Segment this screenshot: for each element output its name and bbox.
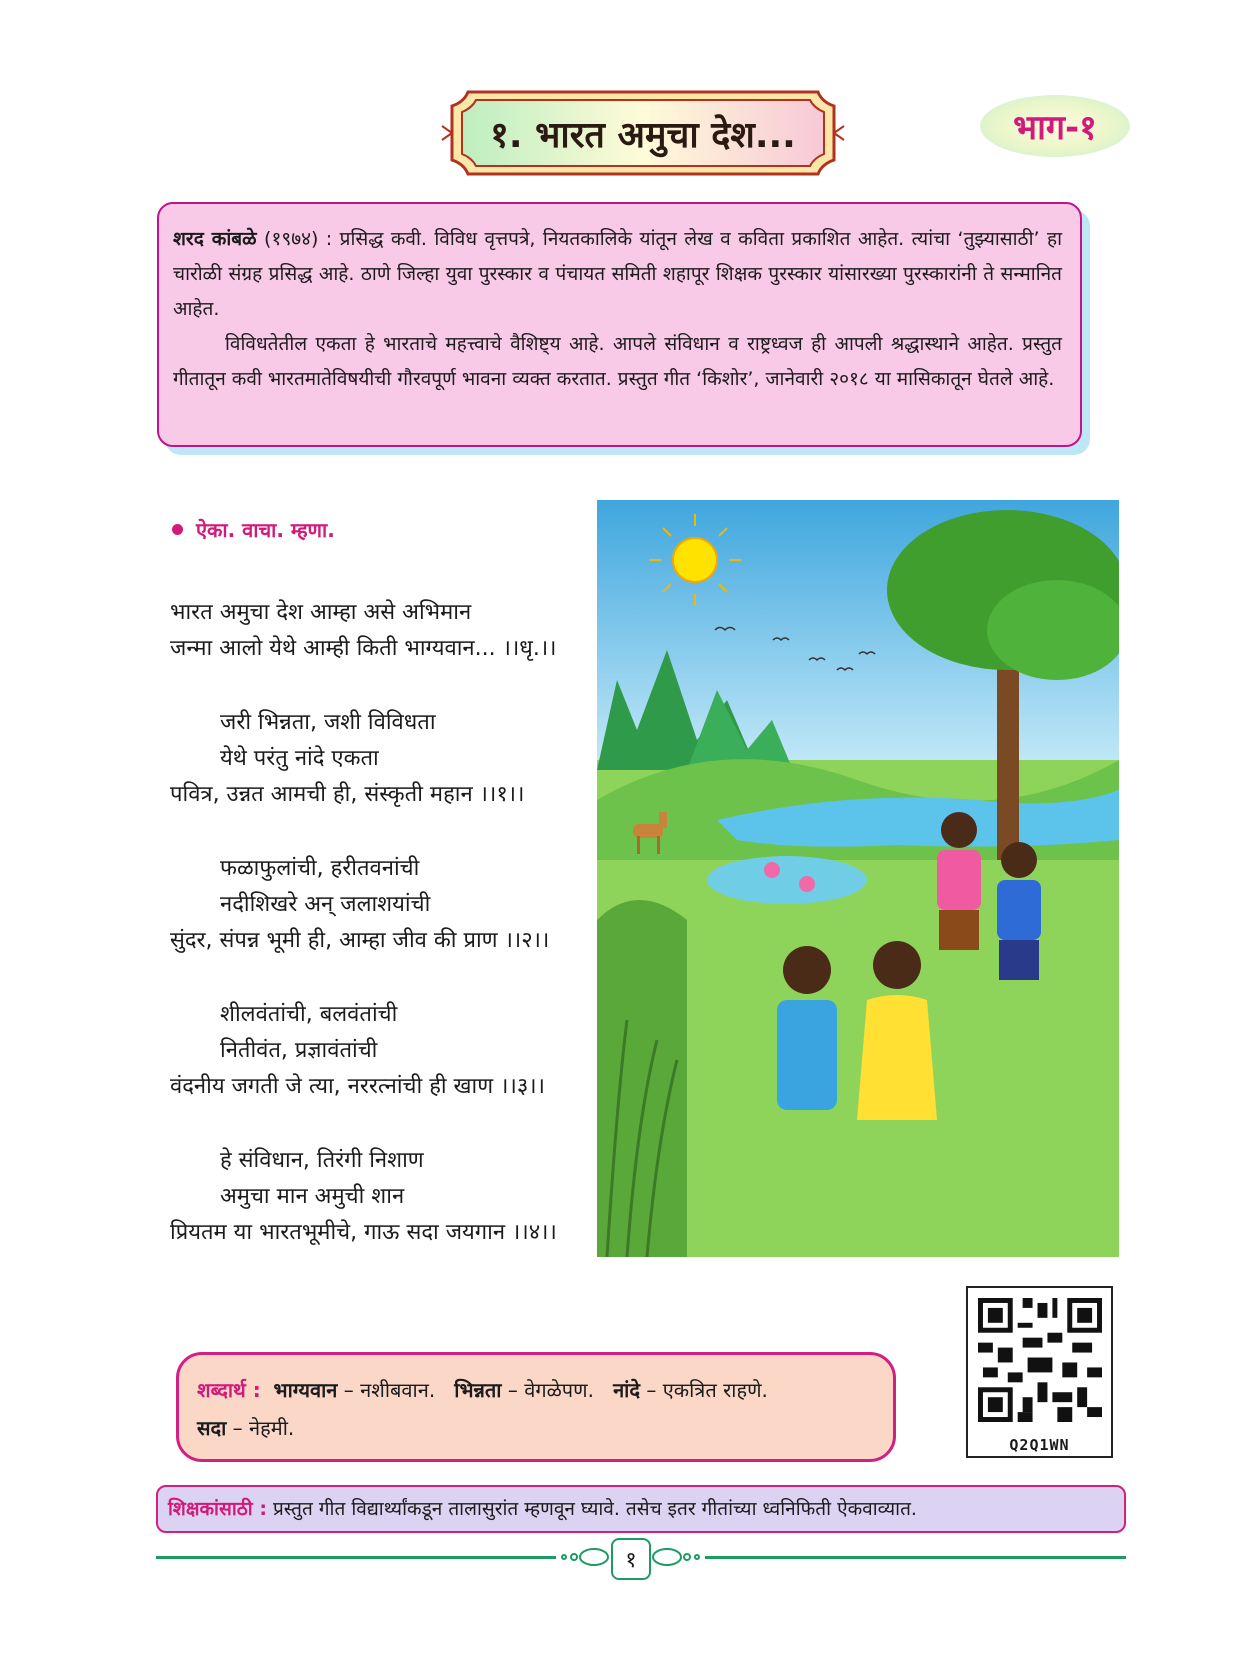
meaning-text: एकत्रित राहणे.: [662, 1378, 768, 1402]
meaning-word: भिन्नता: [454, 1378, 502, 1402]
author-intro-box: [157, 202, 1082, 447]
qr-code-box[interactable]: [966, 1286, 1113, 1458]
meaning-text: नेहमी.: [249, 1416, 295, 1440]
author-bio: (१९७४) : प्रसिद्ध कवी. विविध वृत्तपत्रे, नियतकालिके यांतून लेख व कविता प्रकाशित आहेत. त्यांचा ‘तुझ्यासाठी’ हा चारोळी संग्रह प्रसिद्ध आहे. ठाणे जिल्हा युवा पुरस्कार व पंचायत समिती शहापूर शिक्षक पुरस्कार यांसारख्या पुरस्कारांनी ते सन्मानित आहेत.: [173, 228, 1062, 320]
author-name: शरद कांबळे: [173, 228, 257, 250]
part-badge: भाग-१: [980, 95, 1130, 157]
landscape-illustration: [597, 500, 1119, 1257]
meaning-word: सदा: [197, 1416, 227, 1440]
ornament-right-icon: [649, 1546, 705, 1568]
ornament-left-icon: [556, 1546, 612, 1568]
meaning-text: नशीबवान.: [360, 1378, 436, 1402]
poem-line: नितीवंत, प्रज्ञावंतांची: [220, 1038, 378, 1063]
teacher-note-box: [156, 1485, 1126, 1533]
chapter-title-banner: [438, 88, 848, 178]
meaning-word: नांदे: [613, 1378, 640, 1402]
bullet-icon: [172, 524, 183, 535]
poem-intro-paragraph: विविधतेतील एकता हे भारताचे महत्त्वाचे वैशिष्ट्य आहे. आपले संविधान व राष्ट्रध्वज ही आपली श्रद्धास्थाने आहेत. प्रस्तुत गीतातून कवी भारतमातेविषयीची गौरवपूर्ण भावना व्यक्त करतात. प्रस्तुत गीत ‘किशोर’, जानेवारी २०१८ या मासिकातून घेतले आहे.: [173, 333, 1062, 390]
poem-line: वंदनीय जगती जे त्या, नररत्नांची ही खाण ।।३।।: [170, 1074, 545, 1099]
poem-line: फळाफुलांची, हरीतवनांची: [220, 856, 420, 881]
poem-line: शीलवंतांची, बलवंतांची: [220, 1002, 398, 1027]
activity-label: ऐका. वाचा. म्हणा.: [196, 518, 335, 542]
poem-line: हे संविधान, तिरंगी निशाण: [220, 1148, 424, 1173]
poem-line: नदीशिखरे अन् जलाशयांची: [220, 892, 431, 917]
poem-line: जन्मा आलो येथे आम्ही किती भाग्यवान... ।।धृ.।।: [170, 636, 557, 661]
poem-line: जरी भिन्नता, जशी विविधता: [220, 710, 436, 735]
word-meanings-box: शब्दार्थ : भाग्यवान – नशीबवान. भिन्नता – वेगळेपण. नांदे – एकत्रित राहणे. सदा – नेहमी.: [176, 1352, 896, 1462]
poem-line: प्रियतम या भारतभूमीचे, गाऊ सदा जयगान ।।४।।: [170, 1220, 557, 1245]
qr-code-label: Q2Q1WN: [1009, 1436, 1070, 1454]
poem-line: येथे परंतु नांदे एकता: [220, 746, 379, 771]
qr-code-icon[interactable]: [978, 1298, 1102, 1422]
poem-line: अमुचा मान अमुची शान: [220, 1184, 405, 1209]
meanings-heading: शब्दार्थ :: [197, 1378, 261, 1402]
pond: [707, 856, 867, 904]
meaning-word: भाग्यवान: [273, 1378, 338, 1402]
teacher-note-heading: शिक्षकांसाठी :: [168, 1498, 267, 1520]
poem-line: पवित्र, उन्नत आमची ही, संस्कृती महान ।।१।।: [170, 782, 525, 807]
poem-line: सुंदर, संपन्न भूमी ही, आम्हा जीव की प्राण ।।२।।: [170, 928, 550, 953]
meaning-text: वेगळेपण.: [524, 1378, 594, 1402]
author-paragraph: [173, 222, 1062, 327]
poem-line: भारत अमुचा देश आम्हा असे अभिमान: [170, 600, 472, 625]
teacher-note-text: प्रस्तुत गीत विद्यार्थ्यांकडून तालासुरांत म्हणवून घ्यावे. तसेच इतर गीतांच्या ध्वनिफिती ऐकवाव्यात.: [266, 1498, 917, 1520]
page-number: १: [611, 1538, 651, 1580]
chapter-title: १. भारत अमुचा देश...: [490, 114, 796, 156]
